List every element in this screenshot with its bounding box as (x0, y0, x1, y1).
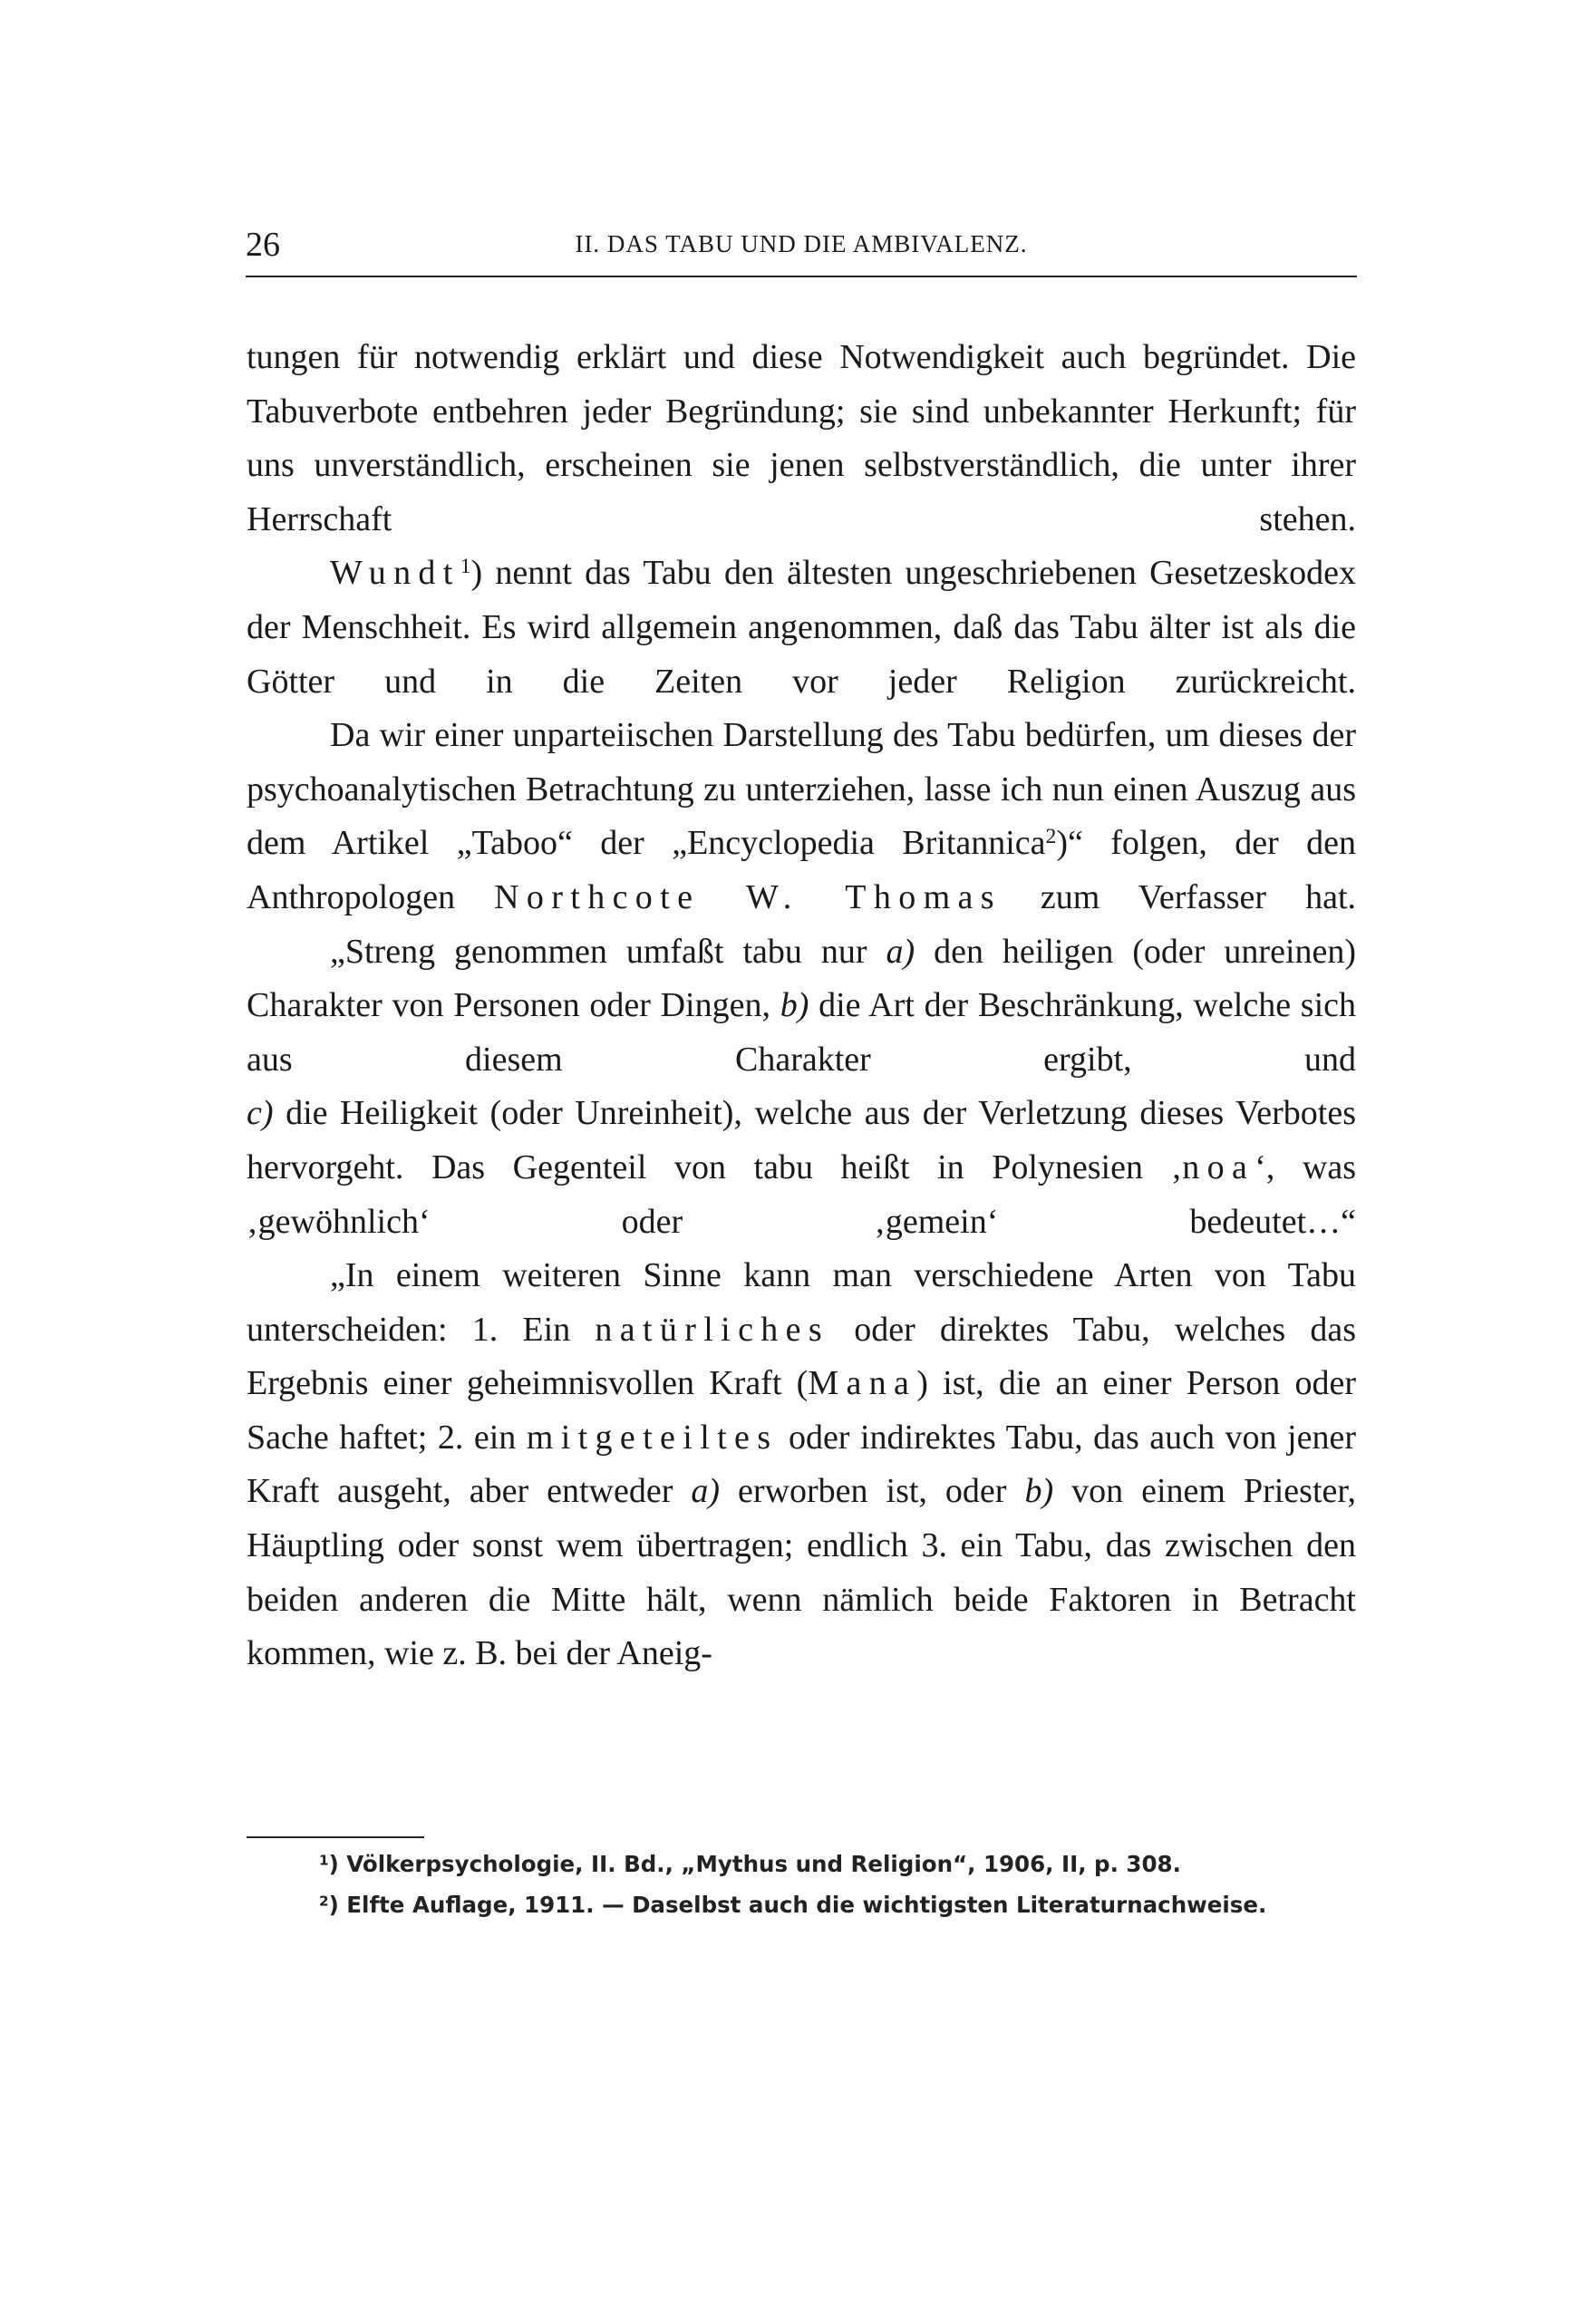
paragraph-4: „Streng genommen umfaßt tabu nur a) den heiligen (oder unreinen) Charakter von Personen oder Dingen, b) die Art der Beschränkung, welche sich aus diesem Charakter ergibt, und c) die Heiligkeit (oder Unreinheit), welche aus der Verletzung dieses Verbotes hervorgeht. Das Gegenteil von tabu heißt in Polynesien ‚noa‘, was ‚gewöhnlich‘ oder ‚gemein‘ bedeutet…“ (247, 932, 1357, 1241)
term-mitgeteiltes: mitgeteiltes (526, 1418, 779, 1457)
paragraph-2: Wundt$^1$) nennt das Tabu den ältesten ungeschriebenen Gesetzeskodex der Menschheit. Es wird allgemein angenommen, daß das Tabu älter ist als die Götter und in die Zeiten vor jeder Religion zurückreicht. (247, 554, 1356, 701)
marker-b: b) (780, 986, 809, 1025)
footnote-1: $^1$) Völkerpsychologie, II. Bd., „Mythus und Religion“, 1906, II, p. 308. (319, 1851, 1181, 1877)
marker-b: b) (1024, 1472, 1054, 1511)
term-natuerliches: natürliches (595, 1310, 830, 1349)
page-number: 26 (246, 226, 280, 264)
term-mana: Mana (808, 1364, 917, 1403)
author-thomas: Northcote W. Thomas (494, 877, 1002, 916)
running-head: II. DAS TABU UND DIE AMBIVALENZ. (575, 230, 1028, 257)
page-header (246, 225, 1357, 277)
author-wundt: Wundt (330, 554, 460, 593)
footnotes (247, 1844, 1356, 1925)
paragraph-5: „In einem weiteren Sinne kann man verschiedene Arten von Tabu unterscheiden: 1. Ein natürliches oder direktes Tabu, welches das Ergebnis einer geheimnisvollen Kraft (Mana) ist, die an einer Person oder Sache haftet; 2. ein mitgeteiltes oder indirektes Tabu, das auch von jener Kraft ausgeht, aber entweder a) erworben ist, oder b) von einem Priester, Häuptling oder sonst wem übertragen; endlich 3. ein Tabu, das zwischen den beiden anderen die Mitte hält, wenn nämlich beide Faktoren in Betracht kommen, wie z. B. bei der Aneig- (247, 1256, 1357, 1673)
footnote-ref-2: 2 (1045, 825, 1057, 849)
paragraph-3: Da wir einer unparteiischen Darstellung des Tabu bedürfen, um dieses der psychoanalytischen Betrachtung zu unterziehen, lasse ich nun einen Auszug aus dem Artikel „Taboo“ der „Encyclopedia Britannica$^2$)“ folgen, der den Anthropologen Northcote W. Thomas zum Verfasser hat. (247, 716, 1357, 916)
marker-a: a) (691, 1472, 721, 1511)
marker-a: a) (886, 932, 915, 971)
footnote-ref-1: 1 (460, 555, 471, 579)
footnote-divider (247, 1836, 424, 1838)
marker-c: c) (247, 1094, 274, 1133)
term-noa: noa (1182, 1147, 1255, 1186)
footnote-2: $^2$) Elfte Auflage, 1911. — Daselbst auch die wichtigsten Literaturnachweise. (319, 1892, 1267, 1918)
paragraph-1: tungen für notwendig erklärt und diese Notwendigkeit auch begründet. Die Tabuverbote entbehren jeder Begründung; sie sind unbekannter Herkunft; für uns unverständlich, erscheinen sie jenen selbstverständlich, die unter ihrer Herrschaft stehen. (247, 338, 1356, 538)
body-text (247, 331, 1356, 1681)
